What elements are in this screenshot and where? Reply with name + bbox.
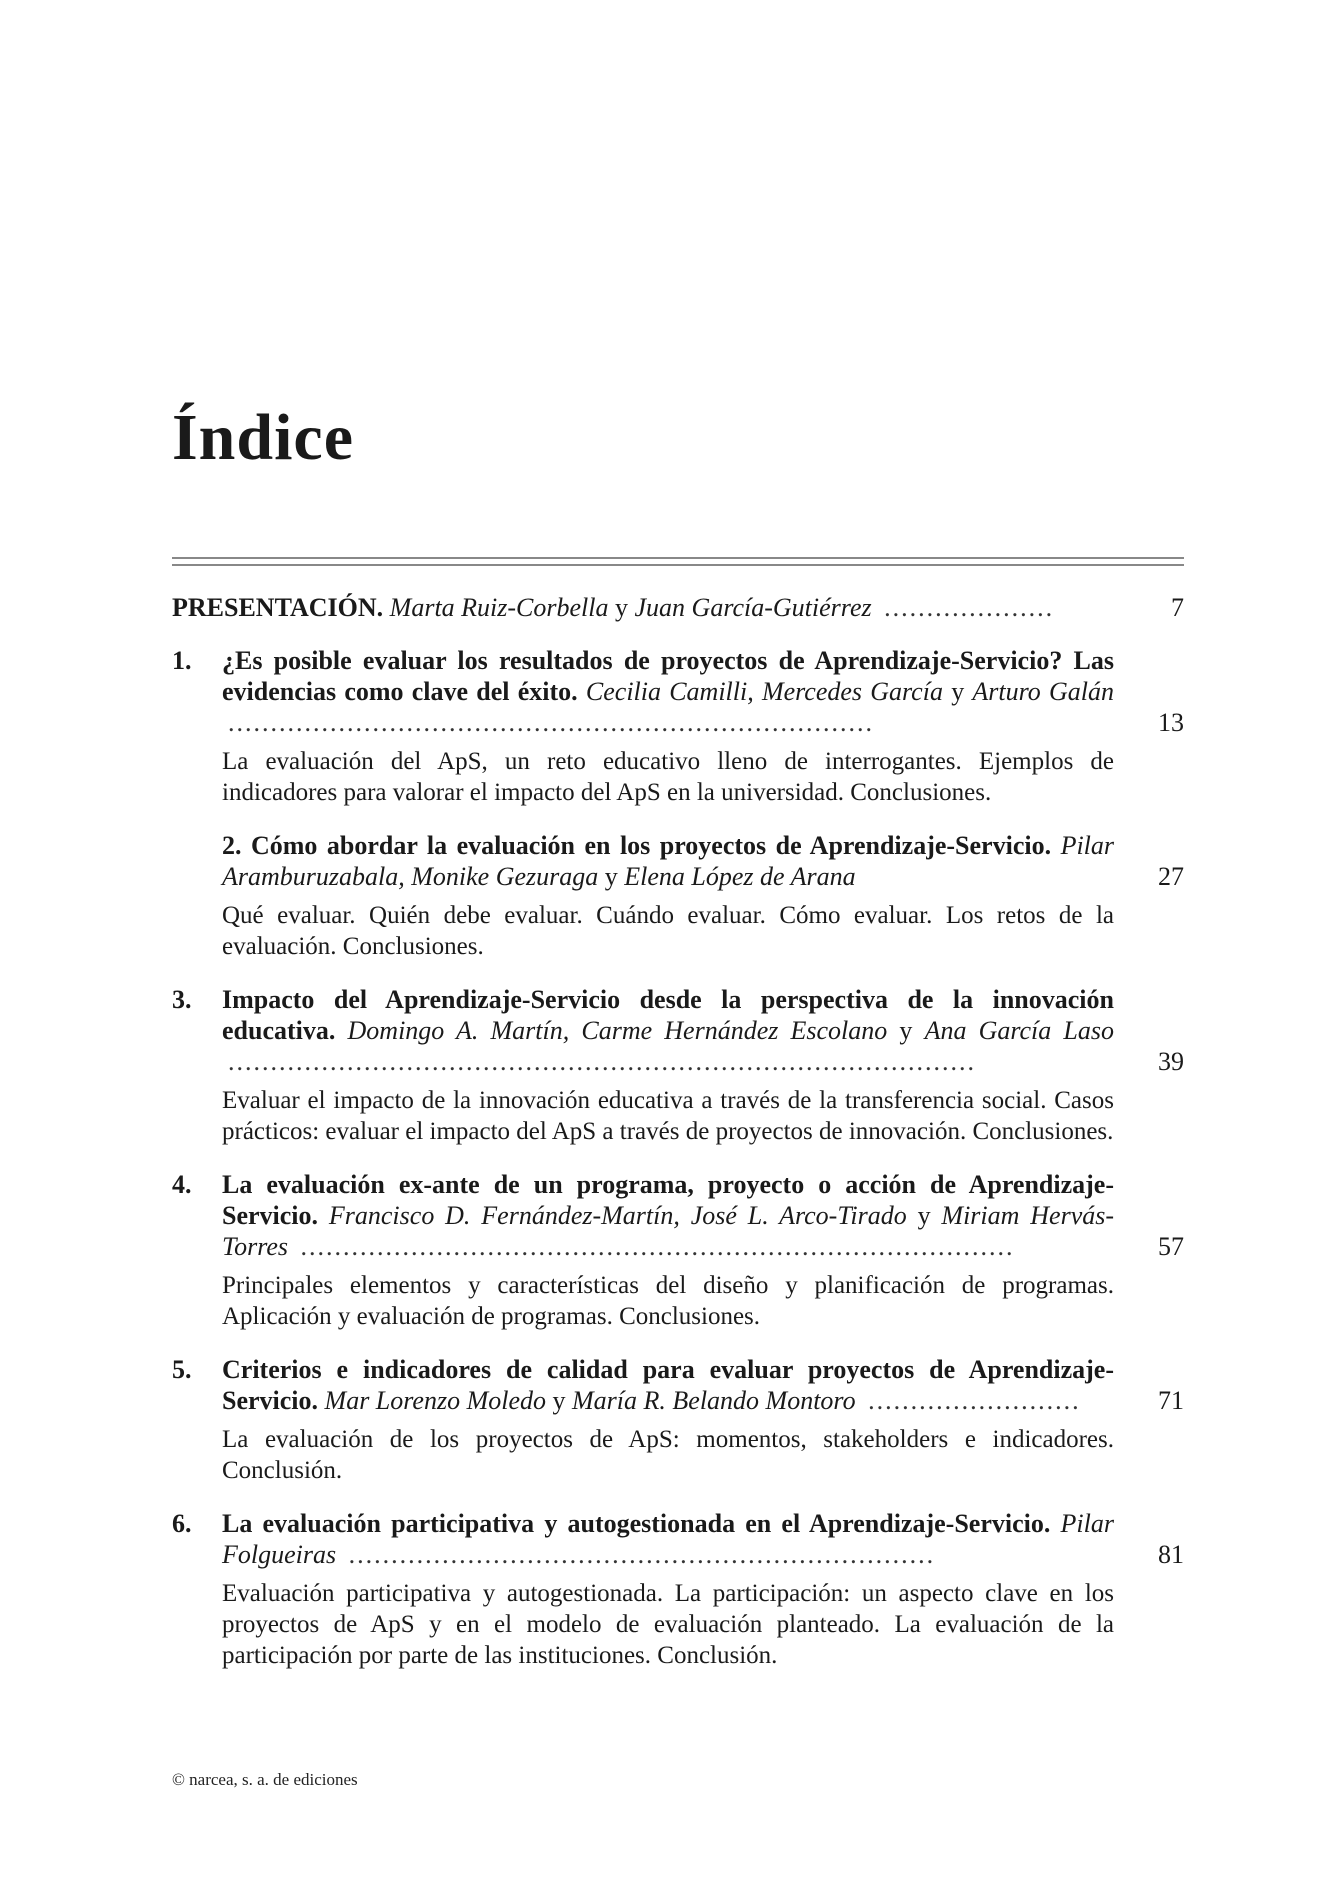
chapter-summary: Qué evaluar. Quién debe evaluar. Cuándo evaluar. Cómo evaluar. Los retos de la evaluación. Conclusiones. xyxy=(222,902,1114,960)
chapter-authors: Ana García Laso xyxy=(924,1016,1114,1045)
page-title: Índice xyxy=(172,401,355,474)
toc-entry-presentation[interactable] xyxy=(172,592,1184,623)
leader-dots: .................................................................................... xyxy=(300,1232,1015,1261)
chapter-title: Criterios e indicadores de calidad para evaluar proyectos de Aprendizaje-Servicio. xyxy=(222,1355,1114,1415)
entry-author: Marta Ruiz-Corbella xyxy=(389,593,609,622)
chapter-authors: Cecilia Camilli, Mercedes García xyxy=(585,677,943,706)
chapter-title: Impacto del Aprendizaje-Servicio desde la perspectiva de la innovación educativa. xyxy=(222,985,1114,1045)
toc-entry-chapter-6[interactable] xyxy=(172,1508,1184,1671)
entry-conjunction: y xyxy=(552,1386,566,1415)
entry-page-number: 39 xyxy=(1158,1047,1184,1076)
entry-page-number: 57 xyxy=(1158,1232,1184,1261)
chapter-authors: Elena López de Arana xyxy=(624,862,856,891)
chapter-title: La evaluación ex-ante de un programa, proyecto o acción de Aprendizaje-Servicio. xyxy=(222,1170,1114,1230)
toc-entry-chapter-4[interactable] xyxy=(172,1169,1184,1332)
entry-page-number: 27 xyxy=(1158,862,1184,891)
chapter-title: 2. Cómo abordar la evaluación en los proyectos de Aprendizaje-Servicio. xyxy=(222,831,1052,860)
toc-entry-chapter-1[interactable] xyxy=(172,645,1184,808)
leader-dots: ........................................................................................ xyxy=(228,1047,976,1076)
chapter-title: La evaluación participativa y autogestionada en el Aprendizaje-Servicio. xyxy=(222,1509,1051,1538)
chapter-number: 5. xyxy=(172,1355,192,1384)
toc-entry-chapter-3[interactable] xyxy=(172,984,1184,1147)
entry-author: Juan García-Gutiérrez xyxy=(634,593,872,622)
chapter-number: 4. xyxy=(172,1170,192,1199)
chapter-authors: Pilar Aramburuzabala, Monike Gezuraga xyxy=(222,831,1115,891)
entry-conjunction: y xyxy=(917,1201,931,1230)
entry-conjunction: y xyxy=(951,677,965,706)
entry-page-number: 81 xyxy=(1158,1540,1184,1569)
leader-dots: .................... xyxy=(884,593,1055,622)
entry-conjunction: y xyxy=(899,1016,913,1045)
chapter-summary: Evaluar el impacto de la innovación educativa a través de la transferencia social. Casos prácticos: evaluar el impacto del ApS a través de proyectos de innovación. Conclusiones. xyxy=(222,1087,1114,1145)
table-of-contents xyxy=(172,592,1184,1693)
entry-page-number: 7 xyxy=(1171,593,1184,622)
title-rule-upper xyxy=(172,557,1184,559)
chapter-summary: Evaluación participativa y autogestionada. La participación: un aspecto clave en los proyectos de ApS y en el modelo de evaluación planteado. La evaluación de la participación por parte de las instituciones. Conclusión. xyxy=(222,1580,1114,1669)
chapter-authors: Domingo A. Martín, Carme Hernández Escolano xyxy=(347,1016,888,1045)
entry-conjunction: y xyxy=(604,862,618,891)
leader-dots: ......................... xyxy=(868,1386,1081,1415)
leader-dots: ..................................................................... xyxy=(348,1540,936,1569)
entry-conjunction: y xyxy=(615,593,629,622)
chapter-authors: Pilar Folgueiras xyxy=(222,1509,1114,1569)
chapter-authors: Miriam Hervás-Torres xyxy=(222,1201,1115,1261)
chapter-summary: La evaluación del ApS, un reto educativo lleno de interrogantes. Ejemplos de indicadores para valorar el impacto del ApS en la universidad. Conclusiones. xyxy=(222,748,1114,806)
chapter-number: 1. xyxy=(172,646,192,675)
chapter-authors: Mar Lorenzo Moledo xyxy=(324,1386,547,1415)
entry-page-number: 13 xyxy=(1158,708,1184,737)
toc-entry-chapter-2[interactable] xyxy=(172,830,1184,962)
chapter-summary: Principales elementos y características del diseño y planificación de programas. Aplicación y evaluación de programas. Conclusiones. xyxy=(222,1272,1114,1330)
chapter-number: 6. xyxy=(172,1509,192,1538)
leader-dots: ............................................................................ xyxy=(228,708,874,737)
toc-entry-chapter-5[interactable] xyxy=(172,1354,1184,1486)
chapter-title: ¿Es posible evaluar los resultados de proyectos de Aprendizaje-Servicio? Las evidencias como clave del éxito. xyxy=(222,646,1114,706)
entry-title: PRESENTACIÓN. xyxy=(172,593,384,622)
title-rule-lower xyxy=(172,564,1184,566)
chapter-authors: Arturo Galán xyxy=(972,677,1115,706)
chapter-number: 3. xyxy=(172,985,192,1014)
entry-page-number: 71 xyxy=(1158,1386,1184,1415)
chapter-authors: Francisco D. Fernández-Martín, José L. Arco-Tirado xyxy=(328,1201,907,1230)
chapter-authors: María R. Belando Montoro xyxy=(572,1386,856,1415)
chapter-summary: La evaluación de los proyectos de ApS: momentos, stakeholders e indicadores. Conclusión. xyxy=(222,1426,1114,1484)
copyright-footer: © narcea, s. a. de ediciones xyxy=(172,1770,358,1789)
